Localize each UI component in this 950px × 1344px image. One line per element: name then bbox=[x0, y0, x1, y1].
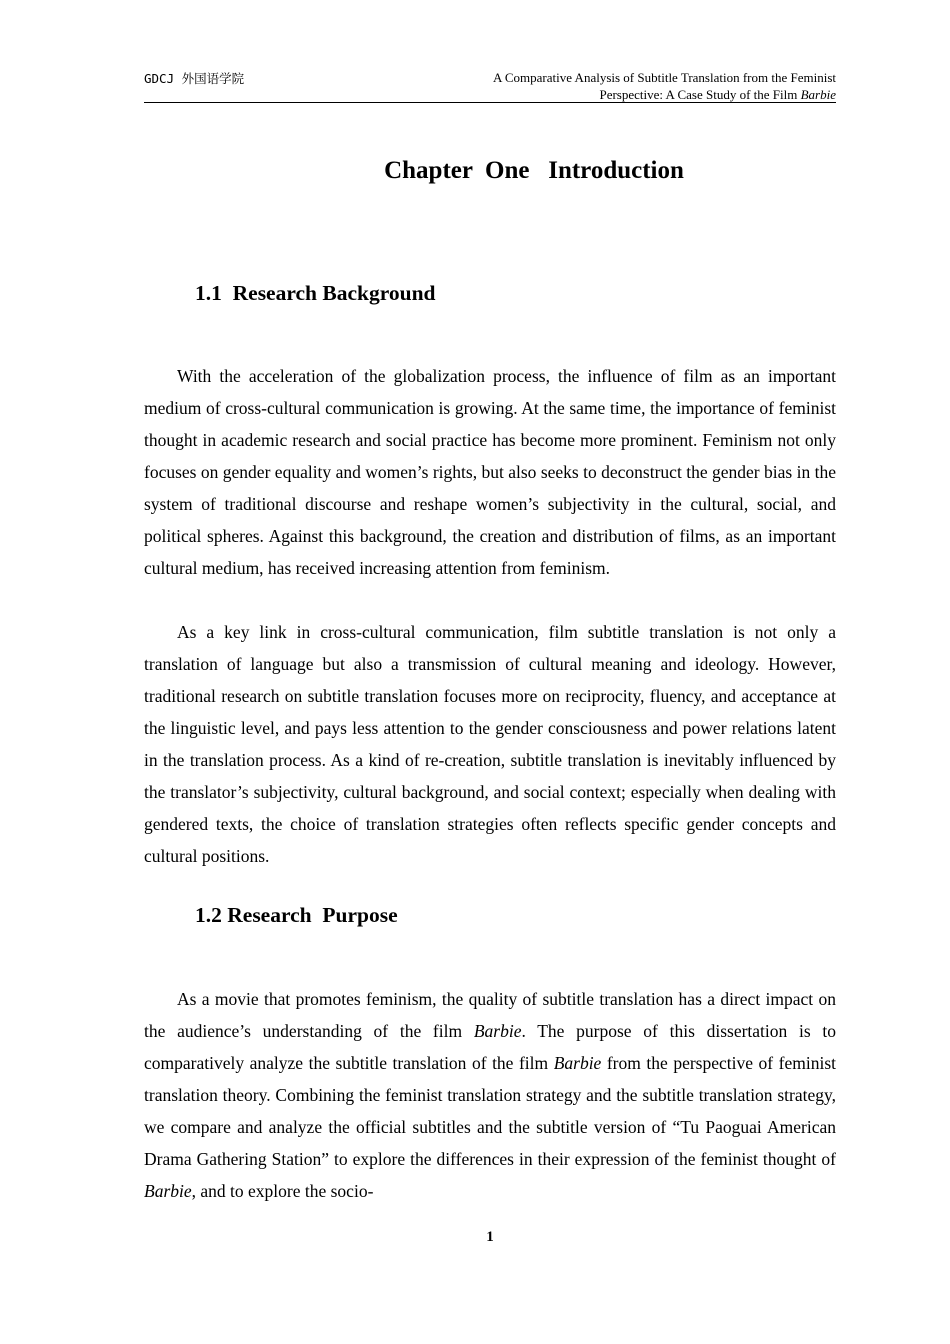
film-title: Barbie bbox=[553, 1053, 602, 1073]
header-title-line1: A Comparative Analysis of Subtitle Translation from the Feminist bbox=[492, 70, 836, 85]
paragraph-purpose bbox=[144, 983, 836, 1207]
chapter-label: Chapter One bbox=[384, 157, 530, 184]
paragraph-background-1: With the acceleration of the globalization process, the influence of film as an important medium of cross-cultural communication is growing. At the same time, the importance of feminist thought in academic research and social practice has become more prominent. Feminism not only focuses on gender equality and women’s rights, but also seeks to deconstruct the gender bias in the system of traditional discourse and reshape women’s subjectivity in the cultural, social, and political spheres. Against this background, the creation and distribution of films, as an important cultural medium, has received increasing attention from feminism. bbox=[144, 366, 836, 578]
page-number: 1 bbox=[486, 1229, 494, 1245]
header-title-line2 bbox=[493, 86, 836, 103]
purpose-text-2: . The purpose of this dissertation is to comparatively analyze the subtitle translation of the film bbox=[144, 1021, 836, 1073]
purpose-text-1: As a movie that promotes feminism, the quality of subtitle translation has a direct impact on the audience’s understanding of the film bbox=[144, 989, 836, 1041]
paragraph-background-2: As a key link in cross-cultural communication, film subtitle translation is not only a translation of language but also a transmission of cultural meaning and ideology. However, traditional research on subtitle translation focuses more on reciprocity, fluency, and acceptance at the linguistic level, and pays less attention to the gender consciousness and power relations latent in the translation process. As a kind of re-creation, subtitle translation is inevitably influenced by the translator’s subjectivity, cultural background, and social context; especially when dealing with gendered texts, the choice of translation strategies often reflects specific gender concepts and cultural positions. bbox=[144, 622, 836, 866]
running-header bbox=[144, 68, 836, 103]
film-title: Barbie bbox=[144, 1181, 192, 1201]
section-heading-1-2: 1.2 Research Purpose bbox=[195, 903, 398, 927]
section-heading-1-1: 1.1 Research Background bbox=[195, 281, 436, 305]
header-thesis-title bbox=[493, 69, 836, 103]
purpose-text-4: , and to explore the socio- bbox=[191, 1181, 374, 1201]
header-title-film: Barbie bbox=[800, 87, 836, 102]
chapter-name: Introduction bbox=[548, 157, 684, 184]
chapter-title bbox=[144, 157, 836, 185]
header-institution: GDCJ 外国语学院 bbox=[144, 71, 245, 86]
header-title-line2-text: Perspective: A Case Study of the Film bbox=[599, 87, 801, 102]
purpose-text-3: from the perspective of feminist translation theory. Combining the feminist translation strategy and the subtitle translation strategy, we compare and analyze the official subtitles and the subtitle version of “Tu Paoguai American Drama Gathering Station” to explore the differences in their expression of the feminist thought of bbox=[144, 1053, 836, 1169]
film-title: Barbie bbox=[473, 1021, 522, 1041]
